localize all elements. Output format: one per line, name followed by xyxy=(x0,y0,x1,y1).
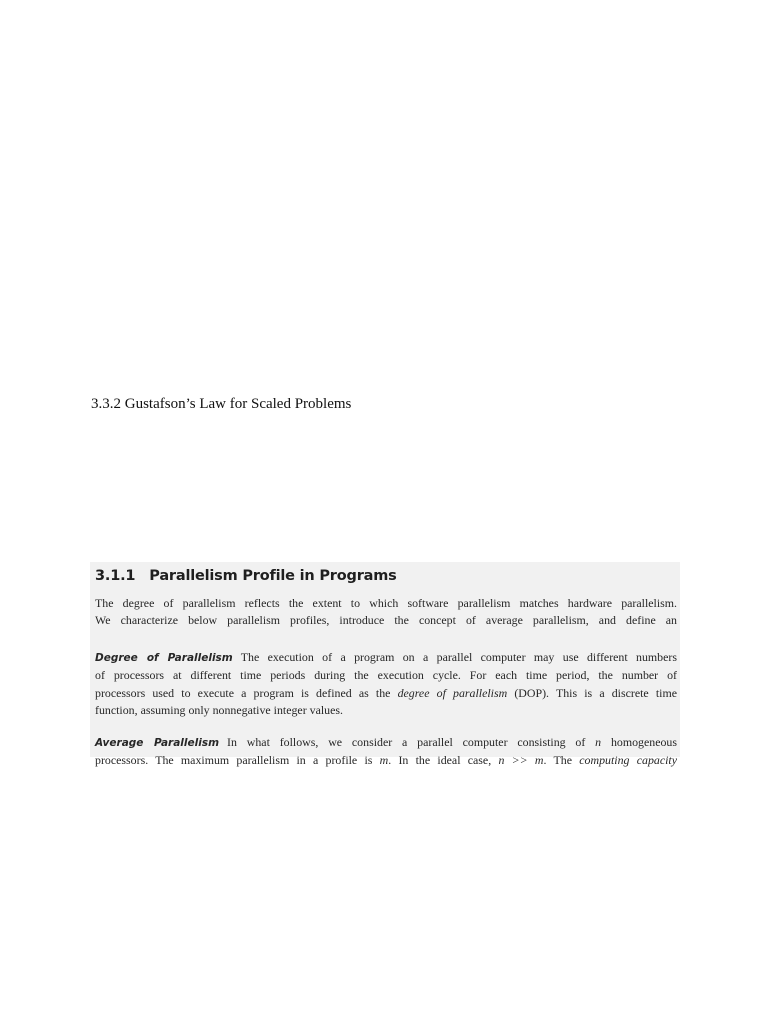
excerpt-section-title: Parallelism Profile in Programs xyxy=(149,568,397,584)
avg-line-1-before: In what follows, we consider a parallel computer consisting of xyxy=(227,735,596,749)
avg-line-2-before: processors. The maximum parallelism in a profile is xyxy=(95,753,380,768)
degree-of-parallelism-paragraph xyxy=(95,649,677,719)
average-parallelism-paragraph xyxy=(95,734,677,770)
avg-condition: n >> m xyxy=(498,753,544,768)
dop-line-3 xyxy=(95,685,677,702)
avg-run-in-heading: Average Parallelism xyxy=(95,737,220,749)
dop-line-1-text: The execution of a program on a parallel computer may use different numbers xyxy=(240,650,677,664)
excerpt-section-number: 3.1.1 xyxy=(95,568,136,584)
dop-line-4: function, assuming only nonnegative integer values. xyxy=(95,702,343,717)
avg-m-variable: m xyxy=(379,753,389,768)
avg-line-2-after: . The xyxy=(543,753,580,768)
excerpt-section-heading xyxy=(95,568,397,584)
dop-line-1 xyxy=(95,649,677,667)
intro-paragraph xyxy=(95,595,677,630)
avg-line-2 xyxy=(95,752,677,769)
avg-line-2-mid: . In the ideal case, xyxy=(388,753,499,768)
avg-line-1 xyxy=(95,734,677,752)
computing-capacity-term: computing capacity xyxy=(579,753,678,768)
avg-line-1-after: homogeneous xyxy=(601,735,678,749)
intro-line: The degree of parallelism reflects the extent to which software parallelism matches hardware parallelism. xyxy=(95,596,677,610)
dop-term: degree of parallelism xyxy=(397,685,508,700)
avg-n-variable: n xyxy=(595,735,602,749)
dop-line-3-after: (DOP). This is a discrete time xyxy=(507,685,677,700)
scanned-textbook-excerpt xyxy=(90,562,680,768)
dop-line-3-before: processors used to execute a program is defined as the xyxy=(95,685,398,700)
dop-line-2: of processors at different time periods during the execution cycle. For each time period, the number of xyxy=(95,668,677,683)
dop-run-in-heading: Degree of Parallelism xyxy=(95,652,233,664)
intro-line: We characterize below parallelism profiles, introduce the concept of average parallelism, and define an xyxy=(95,613,677,628)
section-heading-3-3-2: 3.3.2 Gustafson’s Law for Scaled Problems xyxy=(91,396,352,412)
